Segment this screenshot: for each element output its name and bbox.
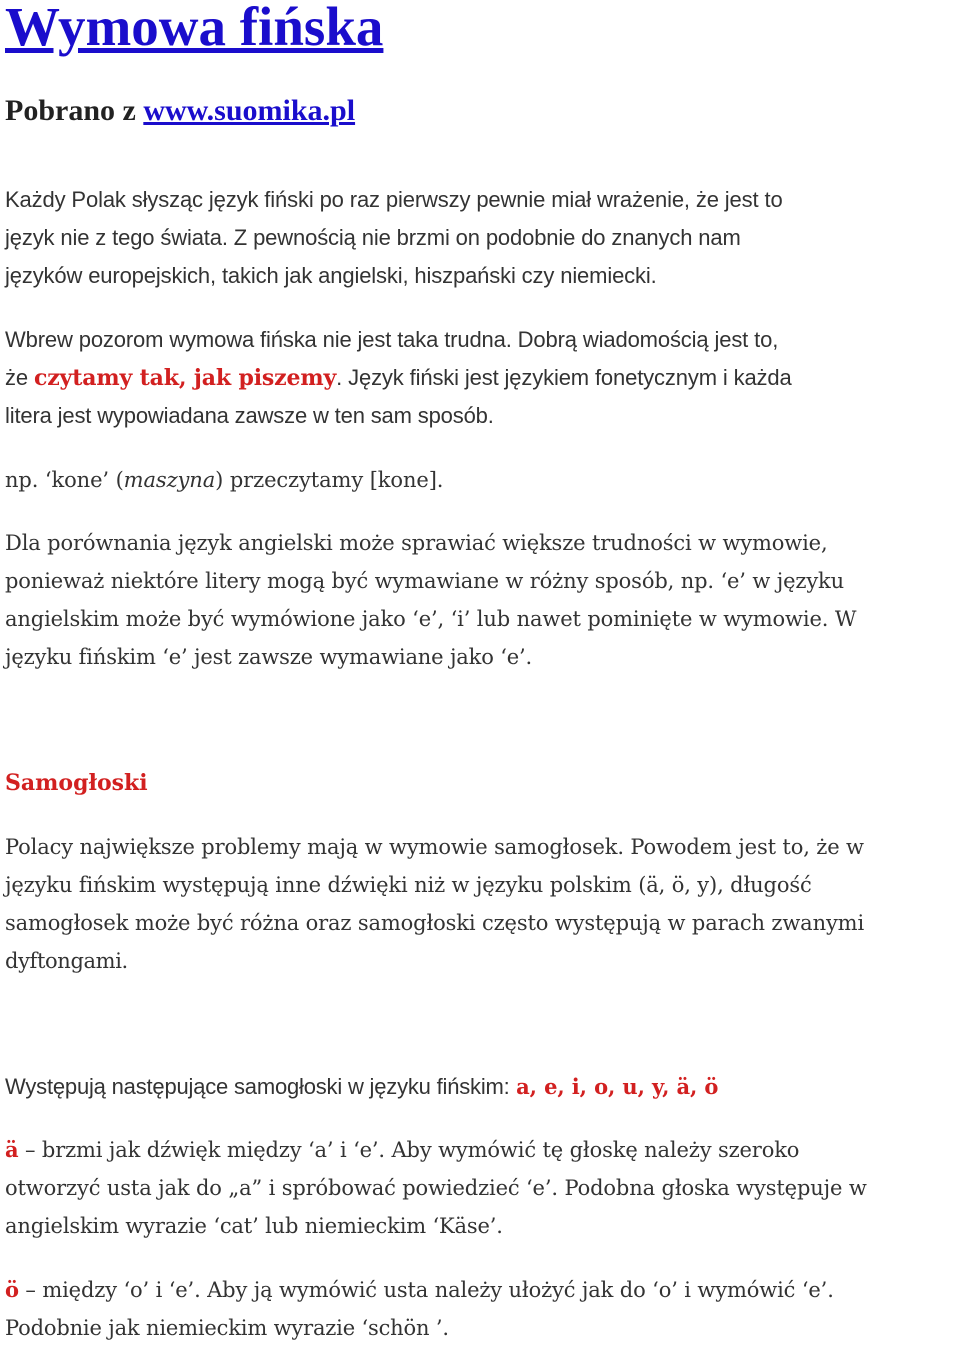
source-line [5, 92, 355, 130]
text-fragment: – między ‘o’ i ‘e’. Aby ją wymówić usta należy ułożyć jak do ‘o’ i wymówić ‘e’. [18, 1278, 834, 1302]
vowel-list-line [5, 1068, 960, 1106]
vowel-list: a, e, i, o, u, y, ä, ö [516, 1074, 719, 1099]
o-umlaut-line-2: Podobnie jak niemieckim wyrazie ‘schön ’. [5, 1316, 449, 1340]
vowels-intro-line-2: języku fińskim występują inne dźwięki niż w języku polskim (ä, ö, y), długość [5, 873, 812, 897]
pronunciation-line-2 [5, 359, 960, 397]
text-fragment: że [5, 365, 34, 390]
vowels-intro-line-1: Polacy największe problemy mają w wymowie samogłosek. Powodem jest to, że w [5, 835, 864, 859]
example-line [5, 461, 960, 499]
a-umlaut-line-2: otworzyć usta jak do „a” i spróbować powiedzieć ‘e’. Podobna głoska występuje w [5, 1176, 867, 1200]
o-umlaut-paragraph [5, 1271, 960, 1347]
intro-paragraph [5, 181, 960, 295]
a-umlaut-paragraph [5, 1131, 960, 1245]
intro-line-3: języków europejskich, takich jak angielski, hiszpański czy niemiecki. [5, 263, 657, 288]
comparison-line-1: Dla porównania język angielski może sprawiać większe trudności w wymowie, [5, 531, 828, 555]
comparison-line-2: ponieważ niektóre litery mogą być wymawiane w różny sposób, np. ‘e’ w języku [5, 569, 845, 593]
section-heading-vowels: Samogłoski [5, 770, 148, 796]
text-fragment: . Język fiński jest językiem fonetycznym i każda [336, 365, 792, 390]
example-italic: maszyna [123, 468, 216, 492]
comparison-paragraph [5, 524, 960, 676]
a-umlaut-line-1 [5, 1131, 960, 1169]
comparison-line-4: języku fińskim ‘e’ jest zawsze wymawiane jako ‘e’. [5, 645, 533, 669]
a-umlaut-line-3: angielskim wyrazie ‘cat’ lub niemieckim ‘Käse’. [5, 1214, 503, 1238]
o-umlaut-letter: ö [5, 1277, 19, 1302]
vowels-intro-line-3: samogłosek może być różna oraz samogłoski często występują w parach zwanymi [5, 911, 865, 935]
vowel-list-label: Występują następujące samogłoski w języku fińskim: [5, 1074, 510, 1099]
pronunciation-line-3: litera jest wypowiadana zawsze w ten sam sposób. [5, 403, 494, 428]
highlight-phrase: czytamy tak, jak piszemy [33, 365, 337, 391]
pronunciation-line-1: Wbrew pozorom wymowa fińska nie jest taka trudna. Dobrą wiadomością jest to, [5, 327, 779, 352]
o-umlaut-line-1 [5, 1271, 960, 1309]
a-umlaut-letter: ä [5, 1137, 19, 1162]
source-link[interactable]: www.suomika.pl [143, 94, 356, 127]
example-pre: np. ‘kone’ ( [5, 468, 124, 492]
example-post: ) przeczytamy [kone]. [215, 468, 444, 492]
vowels-intro-paragraph [5, 828, 960, 980]
intro-line-2: język nie z tego świata. Z pewnością nie brzmi on podobnie do znanych nam [5, 225, 741, 250]
vowels-intro-line-4: dyftongami. [5, 949, 128, 973]
text-fragment: – brzmi jak dźwięk między ‘a’ i ‘e’. Aby wymówić tę głoskę należy szeroko [18, 1138, 800, 1162]
page-title [5, 0, 383, 60]
pronunciation-paragraph [5, 321, 960, 435]
intro-line-1: Każdy Polak słysząc język fiński po raz pierwszy pewnie miał wrażenie, że jest to [5, 187, 783, 212]
comparison-line-3: angielskim może być wymówione jako ‘e’, ‘i’ lub nawet pominięte w wymowie. W [5, 607, 857, 631]
title-link[interactable]: Wymowa fińska [5, 0, 384, 57]
source-label: Pobrano z [5, 94, 136, 127]
